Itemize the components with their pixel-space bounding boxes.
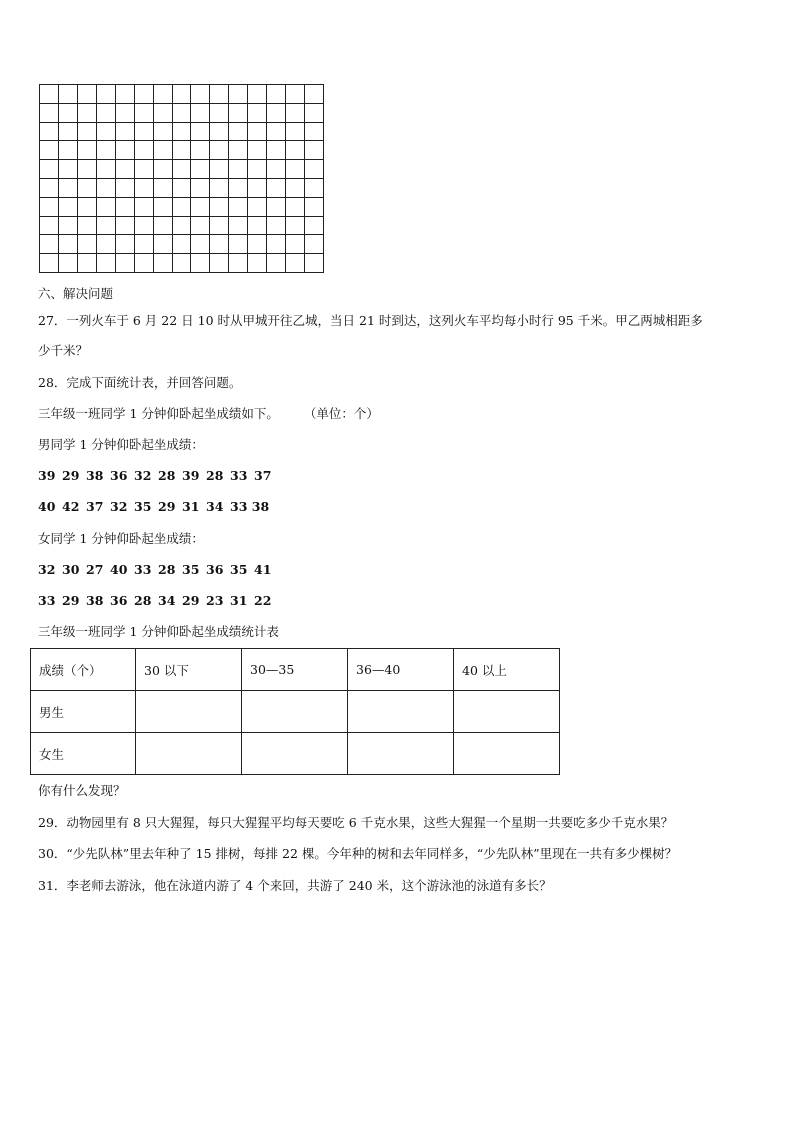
grid-cell xyxy=(229,235,248,254)
grid-cell xyxy=(267,141,286,160)
grid-cell xyxy=(59,85,78,104)
grid-cell xyxy=(116,217,135,236)
score-value: 31 xyxy=(230,593,248,608)
grid-cell xyxy=(173,198,192,217)
grid-cell xyxy=(248,254,267,273)
grid-cell xyxy=(97,198,116,217)
grid-cell xyxy=(97,123,116,142)
grid-cell xyxy=(97,141,116,160)
grid-cell xyxy=(59,217,78,236)
grid-cell xyxy=(116,104,135,123)
grid-cell xyxy=(78,254,97,273)
grid-cell xyxy=(305,179,324,198)
grid-cell xyxy=(40,123,59,142)
score-value: 34 xyxy=(206,499,224,514)
score-value: 39 xyxy=(182,468,200,483)
boys-label: 男同学 1 分钟仰卧起坐成绩： xyxy=(38,437,204,452)
table-header-cell: 40 以上 xyxy=(454,649,560,691)
grid-cell xyxy=(191,85,210,104)
grid-cell xyxy=(210,104,229,123)
grid-cell xyxy=(191,141,210,160)
score-value: 28 xyxy=(158,468,176,483)
grid-cell xyxy=(59,160,78,179)
grid-cell xyxy=(173,104,192,123)
score-value: 29 xyxy=(182,593,200,608)
grid-cell xyxy=(286,217,305,236)
grid-cell xyxy=(267,254,286,273)
score-value: 36 xyxy=(110,593,128,608)
grid-cell xyxy=(229,179,248,198)
grid-cell xyxy=(305,104,324,123)
girls-label: 女同学 1 分钟仰卧起坐成绩： xyxy=(38,531,204,546)
grid-cell xyxy=(173,179,192,198)
grid-cell xyxy=(191,198,210,217)
grid-cell xyxy=(248,235,267,254)
grid-cell xyxy=(135,123,154,142)
grid-cell xyxy=(116,123,135,142)
grid-cell xyxy=(40,235,59,254)
grid-cell xyxy=(229,104,248,123)
grid-cell xyxy=(173,85,192,104)
grid-cell xyxy=(286,198,305,217)
grid-cell xyxy=(116,235,135,254)
grid-cell xyxy=(40,85,59,104)
score-value: 30 xyxy=(62,562,80,577)
grid-cell xyxy=(210,160,229,179)
table-cell[interactable] xyxy=(454,733,560,775)
table-row-label: 女生 xyxy=(31,733,136,775)
grid-cell xyxy=(154,123,173,142)
grid-cell xyxy=(59,179,78,198)
grid-cell xyxy=(154,179,173,198)
grid-cell xyxy=(229,85,248,104)
grid-cell xyxy=(191,160,210,179)
grid-cell xyxy=(248,141,267,160)
grid-cell xyxy=(210,217,229,236)
grid-cell xyxy=(40,217,59,236)
grid-cell xyxy=(40,141,59,160)
grid-cell xyxy=(135,104,154,123)
grid-cell xyxy=(40,198,59,217)
table-header-cell: 36—40 xyxy=(348,649,454,691)
grid-cell xyxy=(267,198,286,217)
grid-cell xyxy=(97,160,116,179)
grid-cell xyxy=(229,123,248,142)
grid-cell xyxy=(78,198,97,217)
grid-cell xyxy=(248,198,267,217)
score-value: 32 xyxy=(134,468,152,483)
grid-cell xyxy=(229,217,248,236)
grid-cell xyxy=(248,179,267,198)
grid-cell xyxy=(267,123,286,142)
question-28-prompt: 28．完成下面统计表，并回答问题。 xyxy=(38,375,242,390)
score-value: 36 xyxy=(110,468,128,483)
score-value: 36 xyxy=(206,562,224,577)
section-title: 六、解决问题 xyxy=(38,286,114,301)
grid-cell xyxy=(40,160,59,179)
grid-cell xyxy=(210,123,229,142)
grid-cell xyxy=(305,85,324,104)
table-cell[interactable] xyxy=(136,691,242,733)
boys-scores-row1 xyxy=(38,468,271,484)
grid-cell xyxy=(210,85,229,104)
boys-scores-row2 xyxy=(38,499,269,515)
table-header-cell: 30 以下 xyxy=(136,649,242,691)
grid-cell xyxy=(135,179,154,198)
grid-cell xyxy=(267,85,286,104)
grid-cell xyxy=(305,141,324,160)
question-28-intro: 三年级一班同学 1 分钟仰卧起坐成绩如下。 （单位：个） xyxy=(38,406,379,421)
grid-cell xyxy=(154,104,173,123)
table-title: 三年级一班同学 1 分钟仰卧起坐成绩统计表 xyxy=(38,624,279,639)
question-27-line1: 27．一列火车于 6 月 22 日 10 时从甲城开往乙城，当日 21 时到达，这列火车平均每小时行 95 千米。甲乙两城相距多 xyxy=(38,313,703,328)
grid-cell xyxy=(229,198,248,217)
grid-cell xyxy=(97,179,116,198)
table-cell[interactable] xyxy=(242,691,348,733)
score-value: 33 xyxy=(38,593,56,608)
grid-cell xyxy=(135,141,154,160)
grid-cell xyxy=(210,141,229,160)
grid-cell xyxy=(191,217,210,236)
grid-cell xyxy=(305,254,324,273)
grid-cell xyxy=(135,160,154,179)
grid-cell xyxy=(135,85,154,104)
grid-cell xyxy=(191,123,210,142)
grid-cell xyxy=(229,254,248,273)
score-value: 35 xyxy=(134,499,152,514)
score-value: 40 xyxy=(110,562,128,577)
grid-cell xyxy=(305,235,324,254)
grid-cell xyxy=(78,235,97,254)
table-row-label: 男生 xyxy=(31,691,136,733)
grid-cell xyxy=(267,217,286,236)
grid-cell xyxy=(173,235,192,254)
table-cell[interactable] xyxy=(242,733,348,775)
score-value: 29 xyxy=(62,468,80,483)
grid-cell xyxy=(154,235,173,254)
grid-cell xyxy=(59,235,78,254)
grid-cell xyxy=(173,217,192,236)
score-value: 40 xyxy=(38,499,56,514)
grid-cell xyxy=(248,160,267,179)
grid-cell xyxy=(286,123,305,142)
grid-cell xyxy=(305,160,324,179)
grid-cell xyxy=(229,160,248,179)
grid-cell xyxy=(305,198,324,217)
score-value: 28 xyxy=(206,468,224,483)
grid-cell xyxy=(248,85,267,104)
grid-cell xyxy=(267,160,286,179)
grid-cell xyxy=(40,254,59,273)
table-cell[interactable] xyxy=(348,691,454,733)
grid-cell xyxy=(116,141,135,160)
grid-cell xyxy=(116,198,135,217)
grid-cell xyxy=(248,123,267,142)
grid-cell xyxy=(135,217,154,236)
score-value: 33 xyxy=(230,468,248,483)
writing-grid xyxy=(39,84,324,273)
grid-cell xyxy=(173,123,192,142)
score-value: 34 xyxy=(158,593,176,608)
table-header-cell: 成绩（个） xyxy=(31,649,136,691)
table-row xyxy=(31,691,560,733)
grid-cell xyxy=(286,104,305,123)
grid-cell xyxy=(210,198,229,217)
grid-cell xyxy=(116,85,135,104)
grid-cell xyxy=(78,123,97,142)
grid-cell xyxy=(116,179,135,198)
grid-cell xyxy=(173,254,192,273)
table-cell[interactable] xyxy=(136,733,242,775)
question-31: 31．李老师去游泳，他在泳道内游了 4 个来回，共游了 240 米，这个游泳池的泳道有多长？ xyxy=(38,878,552,893)
grid-cell xyxy=(78,85,97,104)
grid-cell xyxy=(305,217,324,236)
score-value: 23 xyxy=(206,593,224,608)
grid-cell xyxy=(78,160,97,179)
score-value: 27 xyxy=(86,562,104,577)
grid-cell xyxy=(97,217,116,236)
grid-cell xyxy=(40,104,59,123)
grid-cell xyxy=(97,254,116,273)
score-value: 29 xyxy=(62,593,80,608)
score-value: 28 xyxy=(158,562,176,577)
grid-cell xyxy=(267,104,286,123)
grid-cell xyxy=(154,254,173,273)
score-value: 28 xyxy=(134,593,152,608)
score-value: 32 xyxy=(38,562,56,577)
grid-cell xyxy=(210,254,229,273)
grid-cell xyxy=(135,198,154,217)
grid-cell xyxy=(154,160,173,179)
grid-cell xyxy=(40,179,59,198)
girls-scores-row1 xyxy=(38,562,271,578)
score-value: 32 xyxy=(110,499,128,514)
score-value: 33 xyxy=(134,562,152,577)
grid-cell xyxy=(191,254,210,273)
score-value: 37 xyxy=(254,468,272,483)
question-30: 30．“少先队林”里去年种了 15 排树，每排 22 棵。今年种的树和去年同样多，“少先队林”里现在一共有多少棵树？ xyxy=(38,846,678,861)
table-header-cell: 30—35 xyxy=(242,649,348,691)
grid-cell xyxy=(286,179,305,198)
question-29: 29．动物园里有 8 只大猩猩，每只大猩猩平均每天要吃 6 千克水果，这些大猩猩一个星期一共要吃多少千克水果？ xyxy=(38,815,674,830)
score-value: 37 xyxy=(86,499,104,514)
grid-cell xyxy=(267,235,286,254)
grid-cell xyxy=(248,217,267,236)
grid-cell xyxy=(97,235,116,254)
grid-cell xyxy=(286,141,305,160)
grid-cell xyxy=(116,254,135,273)
grid-cell xyxy=(191,235,210,254)
grid-cell xyxy=(78,179,97,198)
grid-cell xyxy=(229,141,248,160)
score-value: 35 xyxy=(182,562,200,577)
grid-cell xyxy=(267,179,286,198)
grid-cell xyxy=(116,160,135,179)
score-value: 38 xyxy=(86,468,104,483)
grid-cell xyxy=(154,85,173,104)
stat-table xyxy=(30,648,560,775)
grid-cell xyxy=(59,254,78,273)
table-row xyxy=(31,733,560,775)
grid-cell xyxy=(191,104,210,123)
grid-cell xyxy=(248,104,267,123)
grid-cell xyxy=(173,141,192,160)
table-cell[interactable] xyxy=(454,691,560,733)
grid-cell xyxy=(154,198,173,217)
table-cell[interactable] xyxy=(348,733,454,775)
grid-cell xyxy=(59,104,78,123)
grid-cell xyxy=(305,123,324,142)
score-value: 35 xyxy=(230,562,248,577)
grid-cell xyxy=(173,160,192,179)
grid-cell xyxy=(78,104,97,123)
grid-cell xyxy=(286,235,305,254)
table-header-row xyxy=(31,649,560,691)
grid-cell xyxy=(97,85,116,104)
grid-cell xyxy=(286,254,305,273)
score-value: 22 xyxy=(254,593,272,608)
score-value: 31 xyxy=(182,499,200,514)
grid-cell xyxy=(210,235,229,254)
grid-cell xyxy=(286,160,305,179)
score-value: 38 xyxy=(86,593,104,608)
girls-scores-row2 xyxy=(38,593,271,609)
grid-cell xyxy=(59,141,78,160)
grid-cell xyxy=(286,85,305,104)
score-value: 29 xyxy=(158,499,176,514)
grid-cell xyxy=(97,104,116,123)
grid-cell xyxy=(78,217,97,236)
grid-cell xyxy=(59,123,78,142)
score-value: 41 xyxy=(254,562,272,577)
score-value: 39 xyxy=(38,468,56,483)
score-value: 33 38 xyxy=(230,499,270,514)
grid-cell xyxy=(191,179,210,198)
grid-cell xyxy=(154,141,173,160)
grid-cell xyxy=(135,254,154,273)
grid-cell xyxy=(210,179,229,198)
score-value: 42 xyxy=(62,499,80,514)
grid-cell xyxy=(78,141,97,160)
grid-cell xyxy=(154,217,173,236)
question-27-line2: 少千米？ xyxy=(38,343,89,358)
grid-cell xyxy=(59,198,78,217)
grid-cell xyxy=(135,235,154,254)
question-28-followup: 你有什么发现？ xyxy=(38,783,126,798)
